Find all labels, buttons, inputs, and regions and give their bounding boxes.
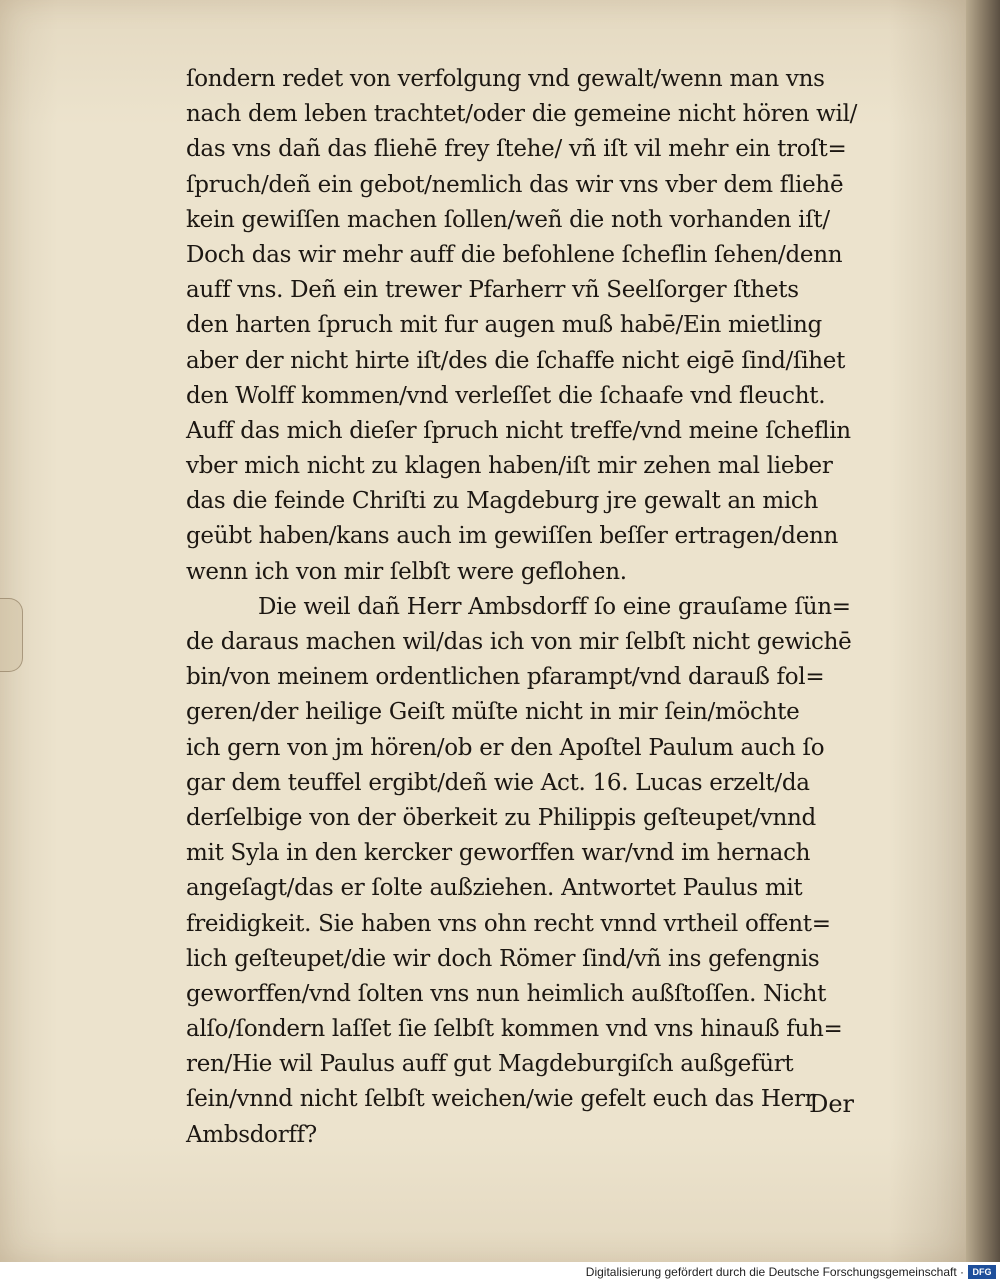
text-line: Auff das mich dieſer ſpruch nicht treffe/vnd meine ſcheflin — [186, 417, 851, 444]
text-line: das vns dañ das fliehē frey ſtehe/ vñ iſt vil mehr ein troſt= — [186, 136, 847, 163]
text-line: alſo/ſondern laſſet ſie ſelbſt kommen vnd vns hinauß fuh= — [186, 1016, 843, 1043]
text-line: geübt haben/kans auch im gewiſſen beſſer ertragen/denn — [186, 523, 839, 550]
text-line: Doch das wir mehr auff die befohlene ſcheflin ſehen/denn — [186, 241, 843, 268]
text-line: gar dem teuffel ergibt/deñ wie Act. 16. Lucas erzelt/da — [186, 769, 810, 796]
text-line: auff vns. Deñ ein trewer Pfarherr vñ Seelſorger ſthets — [186, 277, 799, 304]
text-line: freidigkeit. Sie haben vns ohn recht vnnd vrtheil offent= — [186, 910, 831, 937]
text-line: de daraus machen wil/das ich von mir ſelbſt nicht gewichē — [186, 629, 852, 655]
page-text — [186, 62, 906, 1153]
text-line: lich geſteupet/die wir doch Römer ſind/vñ ins gefengnis — [186, 945, 820, 972]
text-line: den Wolff kommen/vnd verleſſet die ſchaafe vnd fleucht. — [186, 382, 826, 409]
funding-credit: Digitalisierung gefördert durch die Deutsche Forschungsgemeinschaft · — [585, 1265, 964, 1279]
text-line: geworffen/vnd ſolten vns nun heimlich außſtoſſen. Nicht — [186, 980, 827, 1007]
text-line: den harten ſpruch mit fur augen muß habē/Ein mietling — [186, 312, 822, 339]
text-line: bin/von meinem ordentlichen pfarampt/vnd darauß fol= — [186, 664, 825, 691]
text-line: ich gern von jm hören/ob er den Apoſtel Paulum auch ſo — [186, 734, 825, 761]
text-line: Ambsdorff? — [186, 1121, 317, 1148]
text-line: mit Syla in den kercker geworffen war/vnd im hernach — [186, 840, 811, 867]
text-line: ſondern redet von verfolgung vnd gewalt/wenn man vns — [186, 66, 825, 92]
text-line: geren/der heilige Geiſt müſte nicht in mir ſein/möchte — [186, 699, 800, 726]
page-edge — [966, 0, 1000, 1262]
text-line: vber mich nicht zu klagen haben/iſt mir zehen mal lieber — [186, 453, 833, 480]
text-line: wenn ich von mir ſelbſt were geflohen. — [186, 558, 627, 585]
text-line: kein gewiſſen machen ſollen/weñ die noth vorhanden iſt/ — [186, 206, 830, 233]
text-line: das die feinde Chriſti zu Magdeburg jre gewalt an mich — [186, 488, 818, 515]
dfg-logo-icon: DFG — [968, 1265, 996, 1279]
binding-tab — [0, 598, 23, 672]
text-line: ren/Hie wil Paulus auff gut Magdeburgiſch außgefürt — [186, 1051, 794, 1078]
catchword: Der — [809, 1090, 854, 1118]
text-line: nach dem leben trachtet/oder die gemeine nicht hören wil/ — [186, 101, 858, 128]
text-line: angeſagt/das er ſolte außziehen. Antwortet Paulus mit — [186, 875, 803, 902]
text-line: ſpruch/deñ ein gebot/nemlich das wir vns vber dem fliehē — [186, 171, 844, 198]
text-line: Die weil dañ Herr Ambsdorff ſo eine grauſame ſün= — [258, 593, 851, 620]
text-line: derſelbige von der öberkeit zu Philippis geſteupet/vnnd — [186, 804, 816, 831]
text-line: ſein/vnnd nicht ſelbſt weichen/wie gefelt euch das Herr — [186, 1086, 816, 1113]
text-line: aber der nicht hirte iſt/des die ſchaffe nicht eigē ſind/ſihet — [186, 347, 846, 374]
footer-bar — [0, 1262, 1000, 1283]
